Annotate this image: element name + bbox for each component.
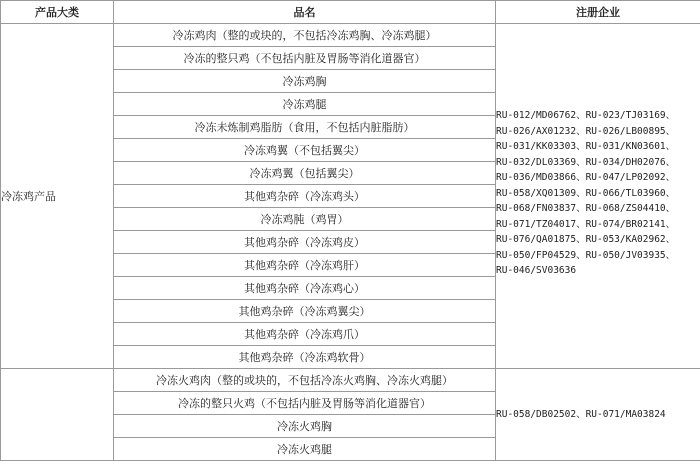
enterprise-code: RU-058/XQ01309、RU-066/TL03960、 [496,187,676,199]
enterprise-list [496,24,700,279]
table-row [1,24,700,47]
enterprise-code: RU-031/KK03303、RU-031/KN03601、 [496,141,676,152]
header-row [1,1,700,24]
product-cell: 冷冻鸡翼（不包括翼尖） [114,139,496,162]
product-cell: 冷冻未炼制鸡脂肪（食用，不包括内脏脂肪） [114,116,496,139]
product-cell: 冷冻火鸡肉（整的或块的，不包括冷冻火鸡胸、冷冻火鸡腿） [114,369,496,392]
product-cell: 冷冻鸡腿 [114,93,496,116]
product-cell: 冷冻鸡肉（整的或块的，不包括冷冻鸡胸、冷冻鸡腿） [114,24,496,47]
header-enterprise: 注册企业 [496,1,700,24]
table-row [1,369,700,392]
product-cell: 其他鸡杂碎（冷冻鸡肝） [114,254,496,277]
enterprise-code: RU-026/AX01232、RU-026/LB00895、 [496,125,676,137]
enterprise-code: RU-046/SV03636 [496,265,577,276]
product-cell: 冷冻火鸡腿 [114,438,496,461]
product-cell: 其他鸡杂碎（冷冻鸡心） [114,277,496,300]
table-body [1,24,700,461]
enterprise-code: RU-036/MD03866、RU-047/LP02092、 [496,172,676,183]
enterprise-code: RU-076/QA01875、RU-053/KA02962、 [496,234,676,245]
enterprise-code: RU-032/DL03369、RU-034/DH02076、 [496,156,676,168]
category-cell: 冷冻鸡产品 [1,24,114,369]
product-cell: 冷冻的整只鸡（不包括内脏及胃肠等消化道器官） [114,47,496,70]
enterprise-code: RU-012/MD06762、RU-023/TJ03169、 [496,110,676,121]
product-cell: 其他鸡杂碎（冷冻鸡头） [114,185,496,208]
product-cell: 冷冻的整只火鸡（不包括内脏及胃肠等消化道器官） [114,392,496,415]
category-cell [1,369,114,461]
header-category: 产品大类 [1,1,114,24]
product-cell: 冷冻鸡肫（鸡胃） [114,208,496,231]
enterprise-list [496,407,700,423]
product-cell: 其他鸡杂碎（冷冻鸡翼尖） [114,300,496,323]
product-cell: 其他鸡杂碎（冷冻鸡皮） [114,231,496,254]
enterprise-code: RU-050/FP04529、RU-050/JV03935、 [496,249,676,261]
product-cell: 其他鸡杂碎（冷冻鸡爪） [114,323,496,346]
product-cell: 冷冻鸡翼（包括翼尖） [114,162,496,185]
enterprise-code: RU-058/DB02502、RU-071/MA03824 [496,408,666,420]
enterprise-code: RU-068/FN03837、RU-068/ZS04410、 [496,203,676,214]
header-product: 品名 [114,1,496,24]
enterprise-cell [496,24,700,369]
product-cell: 冷冻火鸡胸 [114,415,496,438]
enterprise-cell [496,369,700,461]
enterprise-code: RU-071/TZ04017、RU-074/BR02141、 [496,218,676,230]
product-cell: 冷冻鸡胸 [114,70,496,93]
product-cell: 其他鸡杂碎（冷冻鸡软骨） [114,346,496,369]
